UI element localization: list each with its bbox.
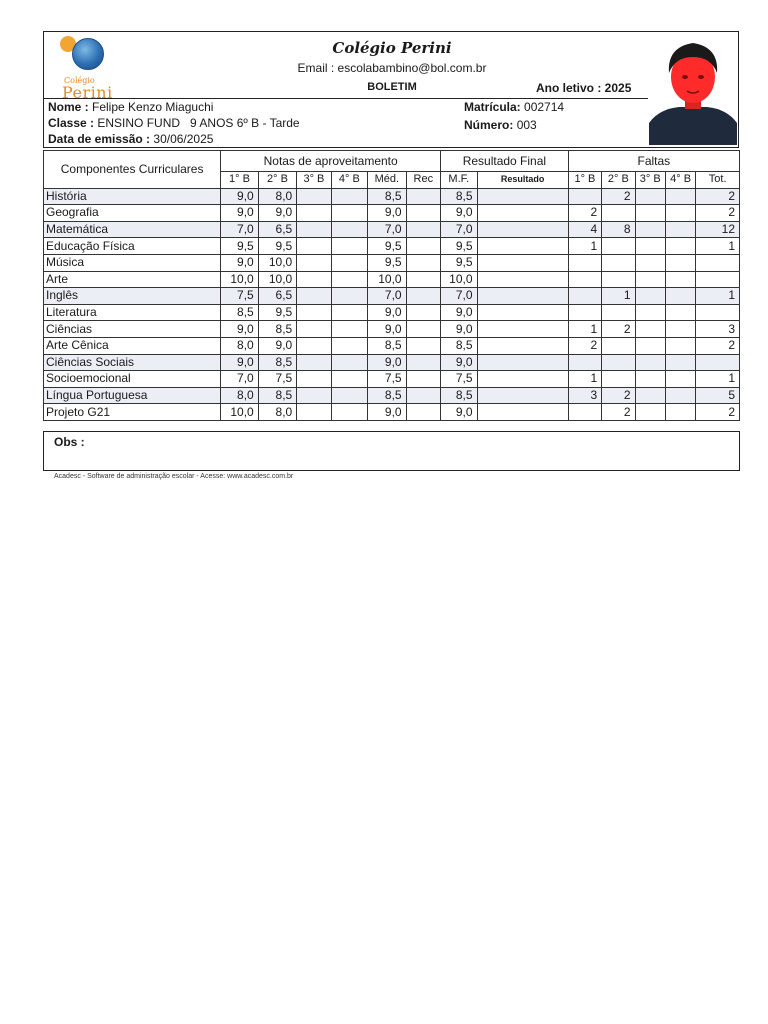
- grade-b1-cell: 10,0: [221, 271, 258, 288]
- grade-b2-cell: 6,5: [258, 221, 296, 238]
- grade-average-cell: 9,5: [368, 254, 406, 271]
- absences-b1-cell: [568, 404, 601, 421]
- absences-header: Faltas: [568, 151, 739, 172]
- grade-b1-cell: 9,0: [221, 254, 258, 271]
- header-divider: [44, 98, 648, 99]
- grade-rec-cell: [406, 188, 441, 205]
- col-header-faltas-b3: 3° B: [635, 172, 665, 189]
- table-row: [44, 254, 740, 271]
- subject-cell: História: [44, 188, 221, 205]
- grade-b1-cell: 10,0: [221, 404, 258, 421]
- grade-average-cell: 9,0: [368, 354, 406, 371]
- result-cell: [477, 288, 568, 305]
- absences-b3-cell: [635, 304, 665, 321]
- grade-b3-cell: [297, 205, 331, 222]
- table-row: [44, 288, 740, 305]
- grade-b2-cell: 7,5: [258, 371, 296, 388]
- grade-rec-cell: [406, 205, 441, 222]
- grade-b1-cell: 7,0: [221, 371, 258, 388]
- absences-b3-cell: [635, 188, 665, 205]
- grade-b4-cell: [331, 337, 367, 354]
- grade-b3-cell: [297, 304, 331, 321]
- table-row: [44, 321, 740, 338]
- absences-b1-cell: 1: [568, 321, 601, 338]
- student-name-value: Felipe Kenzo Miaguchi: [92, 100, 214, 114]
- absences-b4-cell: [665, 404, 695, 421]
- grade-final-cell: 8,5: [441, 188, 477, 205]
- absences-b1-cell: [568, 288, 601, 305]
- grade-b2-cell: 10,0: [258, 271, 296, 288]
- absences-b3-cell: [635, 321, 665, 338]
- grade-average-cell: 9,0: [368, 321, 406, 338]
- result-cell: [477, 354, 568, 371]
- grade-b1-cell: 8,5: [221, 304, 258, 321]
- result-cell: [477, 188, 568, 205]
- grade-b4-cell: [331, 221, 367, 238]
- subject-cell: Projeto G21: [44, 404, 221, 421]
- absences-b1-cell: 2: [568, 337, 601, 354]
- subject-cell: Educação Física: [44, 238, 221, 255]
- grade-b2-cell: 8,0: [258, 404, 296, 421]
- report-header: [43, 31, 739, 148]
- absences-b3-cell: [635, 254, 665, 271]
- school-name: Colégio Perini: [332, 39, 452, 57]
- grade-b4-cell: [331, 271, 367, 288]
- subject-cell: Arte Cênica: [44, 337, 221, 354]
- result-cell: [477, 238, 568, 255]
- grade-final-cell: 8,5: [441, 337, 477, 354]
- absences-total-cell: 2: [696, 188, 740, 205]
- grade-b4-cell: [331, 387, 367, 404]
- absences-total-cell: [696, 254, 740, 271]
- table-row: [44, 188, 740, 205]
- table-row: [44, 205, 740, 222]
- grade-b1-cell: 9,5: [221, 238, 258, 255]
- grade-b4-cell: [331, 354, 367, 371]
- grade-b3-cell: [297, 288, 331, 305]
- grade-average-cell: 8,5: [368, 188, 406, 205]
- registration-value: 002714: [524, 100, 565, 114]
- student-class-value: ENSINO FUND 9 ANOS 6º B - Tarde: [97, 116, 300, 130]
- absences-b4-cell: [665, 354, 695, 371]
- student-number-row: [464, 118, 537, 132]
- grade-rec-cell: [406, 371, 441, 388]
- grade-b4-cell: [331, 321, 367, 338]
- table-row: [44, 271, 740, 288]
- grade-b2-cell: 9,0: [258, 205, 296, 222]
- table-row: [44, 371, 740, 388]
- absences-b2-cell: [602, 371, 635, 388]
- grade-b4-cell: [331, 288, 367, 305]
- absences-b3-cell: [635, 288, 665, 305]
- col-header-resultado: Resultado: [477, 172, 568, 189]
- result-cell: [477, 304, 568, 321]
- absences-b3-cell: [635, 404, 665, 421]
- result-cell: [477, 205, 568, 222]
- table-row: [44, 337, 740, 354]
- grade-b4-cell: [331, 188, 367, 205]
- absences-b3-cell: [635, 387, 665, 404]
- grades-table-body: [44, 188, 740, 420]
- absences-b4-cell: [665, 254, 695, 271]
- grade-b3-cell: [297, 337, 331, 354]
- grade-b1-cell: 8,0: [221, 337, 258, 354]
- absences-b3-cell: [635, 354, 665, 371]
- absences-b3-cell: [635, 271, 665, 288]
- grade-b3-cell: [297, 221, 331, 238]
- grade-average-cell: 10,0: [368, 271, 406, 288]
- grade-average-cell: 9,5: [368, 238, 406, 255]
- grade-final-cell: 9,0: [441, 321, 477, 338]
- absences-b1-cell: 4: [568, 221, 601, 238]
- grade-b2-cell: 9,5: [258, 238, 296, 255]
- grade-final-cell: 10,0: [441, 271, 477, 288]
- subject-cell: Arte: [44, 271, 221, 288]
- grade-b3-cell: [297, 254, 331, 271]
- table-row: [44, 387, 740, 404]
- grade-final-cell: 8,5: [441, 387, 477, 404]
- grade-b3-cell: [297, 354, 331, 371]
- grade-b4-cell: [331, 254, 367, 271]
- absences-total-cell: 1: [696, 238, 740, 255]
- grade-final-cell: 9,0: [441, 354, 477, 371]
- absences-b2-cell: 2: [602, 321, 635, 338]
- table-row: [44, 354, 740, 371]
- absences-b1-cell: 3: [568, 387, 601, 404]
- absences-b4-cell: [665, 221, 695, 238]
- result-cell: [477, 387, 568, 404]
- registration-row: [464, 100, 564, 114]
- logo-small-text: Colégio: [64, 76, 95, 85]
- absences-total-cell: [696, 354, 740, 371]
- grade-rec-cell: [406, 321, 441, 338]
- grade-b4-cell: [331, 404, 367, 421]
- student-name-row: [48, 100, 213, 114]
- grade-rec-cell: [406, 254, 441, 271]
- absences-b2-cell: 1: [602, 288, 635, 305]
- absences-total-cell: 12: [696, 221, 740, 238]
- student-name-label: Nome :: [48, 100, 89, 114]
- absences-b2-cell: [602, 271, 635, 288]
- subject-cell: Socioemocional: [44, 371, 221, 388]
- grade-b3-cell: [297, 404, 331, 421]
- grade-b1-cell: 9,0: [221, 188, 258, 205]
- student-photo: [649, 35, 737, 145]
- absences-b4-cell: [665, 188, 695, 205]
- grade-b4-cell: [331, 238, 367, 255]
- grade-b3-cell: [297, 371, 331, 388]
- subject-cell: Ciências Sociais: [44, 354, 221, 371]
- result-cell: [477, 254, 568, 271]
- result-cell: [477, 271, 568, 288]
- absences-b4-cell: [665, 337, 695, 354]
- grade-rec-cell: [406, 304, 441, 321]
- absences-b4-cell: [665, 205, 695, 222]
- grades-table: [43, 150, 740, 421]
- result-cell: [477, 371, 568, 388]
- grade-final-cell: 9,0: [441, 404, 477, 421]
- grade-average-cell: 7,0: [368, 221, 406, 238]
- student-class-label: Classe :: [48, 116, 95, 130]
- subject-cell: Língua Portuguesa: [44, 387, 221, 404]
- absences-b2-cell: 2: [602, 387, 635, 404]
- absences-total-cell: 2: [696, 205, 740, 222]
- absences-total-cell: 2: [696, 337, 740, 354]
- absences-b4-cell: [665, 238, 695, 255]
- result-cell: [477, 221, 568, 238]
- grade-rec-cell: [406, 354, 441, 371]
- absences-b1-cell: [568, 188, 601, 205]
- absences-b3-cell: [635, 337, 665, 354]
- subject-cell: Geografia: [44, 205, 221, 222]
- grade-rec-cell: [406, 387, 441, 404]
- logo-big-text: Perini: [62, 83, 113, 102]
- student-class-row: [48, 116, 300, 130]
- grade-final-cell: 7,5: [441, 371, 477, 388]
- grade-b1-cell: 7,5: [221, 288, 258, 305]
- absences-b3-cell: [635, 221, 665, 238]
- software-footer: Acadesc - Software de administração escolar - Acesse: www.acadesc.com.br: [54, 473, 294, 480]
- table-group-header-row: [44, 151, 740, 172]
- col-header-b2: 2° B: [258, 172, 296, 189]
- issue-date-row: [48, 132, 213, 146]
- absences-b1-cell: 2: [568, 205, 601, 222]
- grade-b2-cell: 8,5: [258, 387, 296, 404]
- absences-total-cell: 3: [696, 321, 740, 338]
- table-row: [44, 221, 740, 238]
- grade-average-cell: 9,0: [368, 404, 406, 421]
- grade-b3-cell: [297, 321, 331, 338]
- issue-date-value: 30/06/2025: [153, 132, 214, 146]
- grade-final-cell: 7,0: [441, 288, 477, 305]
- col-header-faltas-b4: 4° B: [665, 172, 695, 189]
- absences-total-cell: [696, 304, 740, 321]
- col-header-media: Méd.: [368, 172, 406, 189]
- subject-cell: Ciências: [44, 321, 221, 338]
- grade-rec-cell: [406, 238, 441, 255]
- grade-b2-cell: 6,5: [258, 288, 296, 305]
- grade-average-cell: 7,0: [368, 288, 406, 305]
- grade-average-cell: 7,5: [368, 371, 406, 388]
- result-cell: [477, 321, 568, 338]
- grade-b2-cell: 10,0: [258, 254, 296, 271]
- grade-b2-cell: 9,5: [258, 304, 296, 321]
- result-cell: [477, 337, 568, 354]
- absences-total-cell: 2: [696, 404, 740, 421]
- absences-b2-cell: [602, 238, 635, 255]
- grade-b1-cell: 8,0: [221, 387, 258, 404]
- absences-b3-cell: [635, 205, 665, 222]
- student-photo-image: [649, 35, 737, 145]
- components-header: Componentes Curriculares: [44, 151, 221, 189]
- school-email: Email : escolabambino@bol.com.br: [297, 61, 487, 75]
- grade-b2-cell: 8,5: [258, 354, 296, 371]
- subject-cell: Matemática: [44, 221, 221, 238]
- grade-average-cell: 9,0: [368, 304, 406, 321]
- grade-b3-cell: [297, 271, 331, 288]
- absences-b3-cell: [635, 238, 665, 255]
- absences-b2-cell: [602, 304, 635, 321]
- absences-b2-cell: [602, 354, 635, 371]
- absences-b2-cell: 2: [602, 404, 635, 421]
- absences-b4-cell: [665, 387, 695, 404]
- table-row: [44, 304, 740, 321]
- issue-date-label: Data de emissão :: [48, 132, 151, 146]
- absences-b1-cell: [568, 254, 601, 271]
- grade-b3-cell: [297, 387, 331, 404]
- grade-b4-cell: [331, 205, 367, 222]
- col-header-total: Tot.: [696, 172, 740, 189]
- absences-b1-cell: [568, 271, 601, 288]
- absences-b1-cell: 1: [568, 371, 601, 388]
- absences-b2-cell: [602, 337, 635, 354]
- observations-label: Obs :: [54, 435, 85, 449]
- grade-final-cell: 9,0: [441, 205, 477, 222]
- grade-b1-cell: 9,0: [221, 205, 258, 222]
- school-year: Ano letivo : 2025: [536, 81, 632, 95]
- registration-label: Matrícula:: [464, 100, 521, 114]
- notas-header: Notas de aproveitamento: [221, 151, 441, 172]
- grade-b3-cell: [297, 188, 331, 205]
- absences-b4-cell: [665, 288, 695, 305]
- grade-b1-cell: 9,0: [221, 354, 258, 371]
- grade-b4-cell: [331, 304, 367, 321]
- grade-rec-cell: [406, 288, 441, 305]
- col-header-rec: Rec: [406, 172, 441, 189]
- grade-b2-cell: 8,0: [258, 188, 296, 205]
- grade-average-cell: 8,5: [368, 387, 406, 404]
- absences-total-cell: 5: [696, 387, 740, 404]
- table-row: [44, 404, 740, 421]
- grade-final-cell: 9,5: [441, 238, 477, 255]
- grade-b1-cell: 7,0: [221, 221, 258, 238]
- absences-b1-cell: 1: [568, 238, 601, 255]
- grade-b1-cell: 9,0: [221, 321, 258, 338]
- document-title: BOLETIM: [367, 81, 417, 93]
- table-row: [44, 238, 740, 255]
- absences-b2-cell: [602, 254, 635, 271]
- result-cell: [477, 404, 568, 421]
- absences-b3-cell: [635, 371, 665, 388]
- col-header-mf: M.F.: [441, 172, 477, 189]
- observations-box: [43, 431, 740, 471]
- grade-rec-cell: [406, 271, 441, 288]
- absences-b2-cell: 8: [602, 221, 635, 238]
- absences-b1-cell: [568, 354, 601, 371]
- grade-b4-cell: [331, 371, 367, 388]
- absences-b4-cell: [665, 371, 695, 388]
- absences-b4-cell: [665, 304, 695, 321]
- grade-final-cell: 9,0: [441, 304, 477, 321]
- grade-final-cell: 7,0: [441, 221, 477, 238]
- grade-b2-cell: 8,5: [258, 321, 296, 338]
- absences-total-cell: 1: [696, 288, 740, 305]
- col-header-b3: 3° B: [297, 172, 331, 189]
- grade-average-cell: 8,5: [368, 337, 406, 354]
- grade-average-cell: 9,0: [368, 205, 406, 222]
- absences-total-cell: 1: [696, 371, 740, 388]
- absences-b1-cell: [568, 304, 601, 321]
- absences-b2-cell: [602, 205, 635, 222]
- grade-b3-cell: [297, 238, 331, 255]
- col-header-b4: 4° B: [331, 172, 367, 189]
- grade-b2-cell: 9,0: [258, 337, 296, 354]
- final-result-header: Resultado Final: [441, 151, 569, 172]
- grade-rec-cell: [406, 221, 441, 238]
- absences-b4-cell: [665, 271, 695, 288]
- grade-rec-cell: [406, 337, 441, 354]
- subject-cell: Música: [44, 254, 221, 271]
- absences-b4-cell: [665, 321, 695, 338]
- student-number-value: 003: [516, 118, 537, 132]
- absences-b2-cell: 2: [602, 188, 635, 205]
- subject-cell: Inglês: [44, 288, 221, 305]
- student-number-label: Número:: [464, 118, 514, 132]
- col-header-faltas-b2: 2° B: [602, 172, 635, 189]
- grade-rec-cell: [406, 404, 441, 421]
- col-header-faltas-b1: 1° B: [568, 172, 601, 189]
- absences-total-cell: [696, 271, 740, 288]
- grade-final-cell: 9,5: [441, 254, 477, 271]
- subject-cell: Literatura: [44, 304, 221, 321]
- col-header-b1: 1° B: [221, 172, 258, 189]
